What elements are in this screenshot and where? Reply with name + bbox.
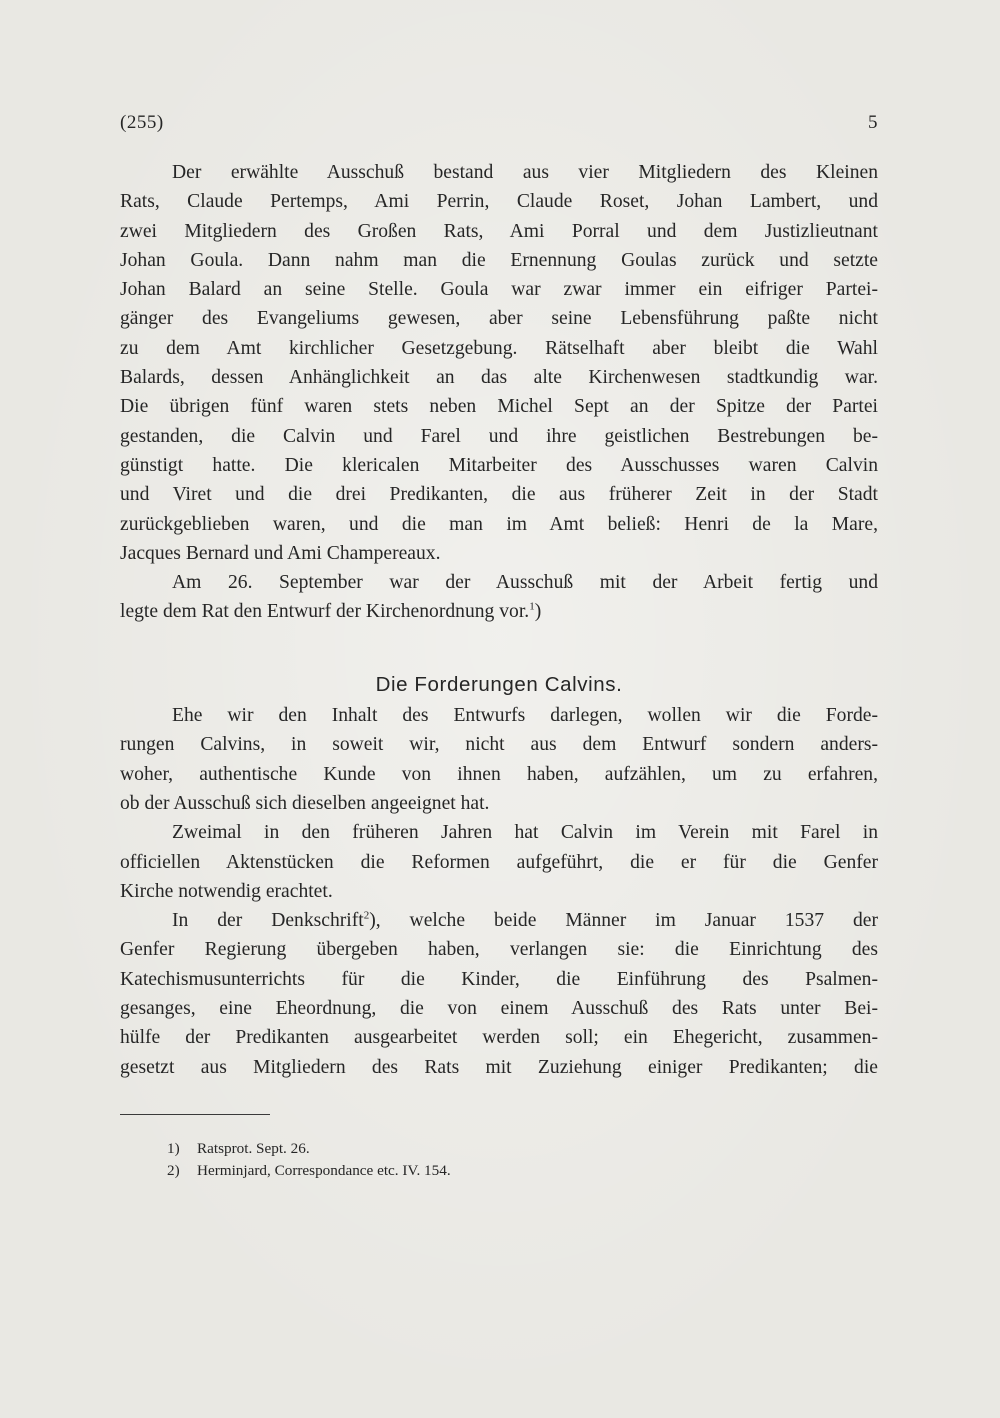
text-fragment: ), welche beide Männer im Januar 1537 der — [369, 910, 878, 932]
footnotes — [167, 1138, 451, 1182]
text-line: Ehe wir den Inhalt des Entwurfs darlegen, wollen wir die Forde- — [172, 705, 878, 727]
text-line: günstigt hatte. Die klericalen Mitarbeiter des Ausschusses waren Calvin — [120, 454, 878, 476]
paragraph-4 — [120, 818, 878, 906]
text-line: zu dem Amt kirchlicher Gesetzgebung. Rätselhaft aber bleibt die Wahl — [120, 337, 878, 359]
text-line: Balards, dessen Anhänglichkeit an das alte Kirchenwesen stadtkundig war. — [120, 367, 878, 389]
paragraph-1 — [120, 158, 878, 568]
text-line: woher, authentische Kunde von ihnen haben, aufzählen, um zu erfahren, — [120, 763, 878, 785]
footnote-item — [167, 1160, 451, 1182]
page-reference: (255) — [120, 112, 164, 133]
text-line: Johan Balard an seine Stelle. Goula war zwar immer ein eifriger Partei- — [120, 279, 878, 301]
text-line: Der erwählte Ausschuß bestand aus vier Mitgliedern des Kleinen — [172, 162, 878, 183]
footnote-marker: 2 — [363, 909, 370, 922]
text-line: Rats, Claude Pertemps, Ami Perrin, Claude Roset, Johan Lambert, und — [120, 191, 878, 213]
text-line: zwei Mitgliedern des Großen Rats, Ami Porral und dem Justizlieutnant — [120, 220, 878, 242]
footnote-marker: 1 — [529, 600, 535, 613]
main-text — [120, 158, 878, 1082]
footnote-text: Ratsprot. Sept. 26. — [197, 1140, 310, 1157]
section-heading: Die Forderungen Calvins. — [375, 672, 623, 696]
text-line: und Viret und die drei Predikanten, die aus früherer Zeit in der Stadt — [120, 484, 878, 506]
footnote-number: 2) — [167, 1162, 180, 1179]
text-line: Jacques Bernard und Ami Champereaux. — [120, 542, 441, 564]
text-line — [120, 906, 878, 935]
footnote-divider — [120, 1114, 270, 1115]
text-line: Katechismusunterrichts für die Kinder, die Einführung des Psalmen- — [120, 968, 878, 990]
text-line: gesetzt aus Mitgliedern des Rats mit Zuziehung einiger Predikanten; die — [120, 1056, 878, 1078]
text-line: gestanden, die Calvin und Farel und ihre geistlichen Bestrebungen be- — [120, 425, 878, 447]
text-line: Die übrigen fünf waren stets neben Michel Sept an der Spitze der Partei — [120, 396, 878, 418]
footnote-text: Herminjard, Correspondance etc. IV. 154. — [197, 1162, 451, 1179]
text-line: ob der Ausschuß sich dieselben angeeignet hat. — [120, 792, 490, 814]
paragraph-5 — [120, 906, 878, 1082]
text-line: gänger des Evangeliums gewesen, aber seine Lebensführung paßte nicht — [120, 308, 878, 330]
text-line: Genfer Regierung übergeben haben, verlangen sie: die Einrichtung des — [120, 939, 878, 961]
text-line — [120, 597, 878, 626]
text-line: Kirche notwendig erachtet. — [120, 880, 333, 902]
footnote-number: 1) — [167, 1140, 180, 1157]
text-line: hülfe der Predikanten ausgearbeitet werden soll; ein Ehegericht, zusammen- — [120, 1027, 878, 1049]
text-fragment: legte dem Rat den Entwurf der Kirchenordnung vor. — [120, 601, 530, 623]
text-fragment: In der Denkschrift — [172, 910, 364, 932]
text-line: gesanges, eine Eheordnung, die von einem Ausschuß des Rats unter Bei- — [120, 998, 878, 1020]
text-line: Zweimal in den früheren Jahren hat Calvin im Verein mit Farel in — [172, 822, 878, 844]
paragraph-3 — [120, 701, 878, 818]
text-line: Am 26. September war der Ausschuß mit der Arbeit fertig und — [172, 572, 878, 594]
running-header — [120, 112, 878, 138]
text-line: rungen Calvins, in soweit wir, nicht aus dem Entwurf sondern anders- — [120, 734, 878, 756]
text-line: zurückgeblieben waren, und die man im Amt beließ: Henri de la Mare, — [120, 513, 878, 535]
page-number: 5 — [868, 112, 878, 133]
footnote-item — [167, 1138, 451, 1160]
paragraph-2 — [120, 568, 878, 627]
text-line: officiellen Aktenstücken die Reformen aufgeführt, die er für die Genfer — [120, 851, 878, 873]
text-line: Johan Goula. Dann nahm man die Ernennung Goulas zurück und setzte — [120, 249, 878, 271]
text-fragment: ) — [534, 601, 542, 623]
